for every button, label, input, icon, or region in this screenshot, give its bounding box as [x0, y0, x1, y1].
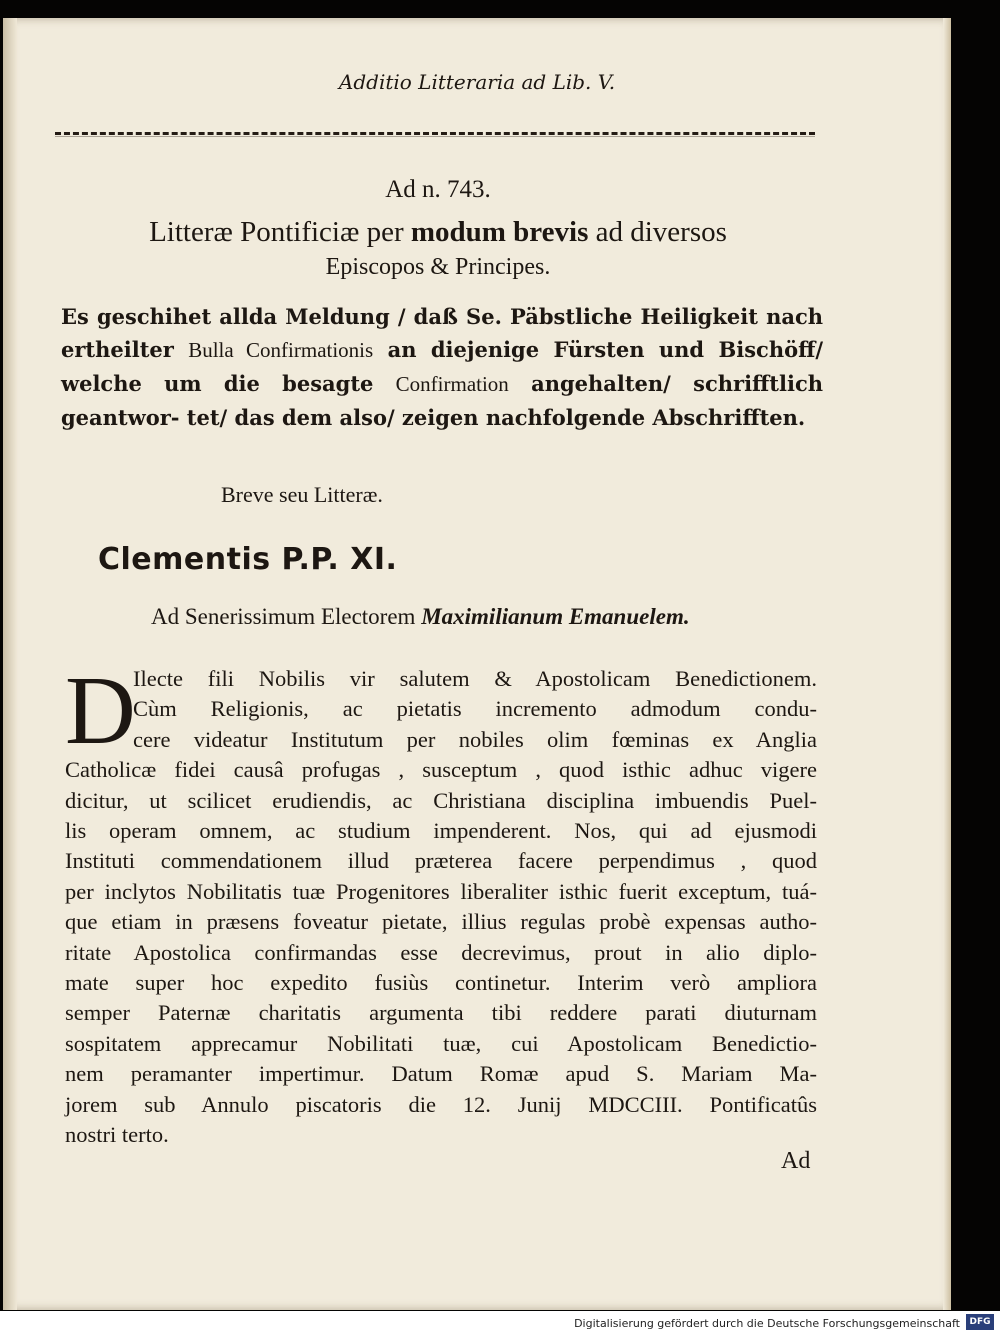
dfg-logo: DFG — [966, 1314, 994, 1330]
german-seg-1: Es geschihet allda Meldung / daß Se. Päbstliche Heiligkeit nach ertheilter — [61, 304, 823, 362]
german-paragraph — [61, 300, 823, 434]
german-seg-2: an diejenige Fürsten und Bischöff/ welche um die besagte — [61, 337, 824, 396]
heading-part-1: Litteræ Pontificiæ per — [149, 216, 411, 248]
section-number: Ad n. 743. — [385, 176, 491, 203]
heading-part-3: ad diversos — [588, 216, 727, 248]
drop-cap: D — [65, 657, 136, 765]
breve-title: Breve seu Litteræ. — [221, 482, 383, 507]
letter-body — [65, 657, 817, 1151]
body-line: mate super hoc expedito fusiùs continetur. Interim verò ampliora — [65, 970, 817, 996]
body-line: Catholicæ fidei causâ profugas , susceptum , quod isthic adhuc vigere — [65, 757, 817, 783]
body-line: per inclytos Nobilitatis tuæ Progenitores liberaliter isthic fuerit exceptum, tuá- — [65, 878, 817, 904]
footer-credit: Digitalisierung gefördert durch die Deutsche Forschungsgemeinschaft — [574, 1317, 960, 1330]
addressee-prefix: Ad Senerissimum Electorem — [151, 604, 422, 629]
body-line: nostri terto. — [65, 1122, 169, 1148]
header-rule-shadow — [55, 136, 815, 137]
heading-part-2: modum brevis — [410, 216, 589, 248]
heading-line-1 — [33, 214, 843, 250]
addressee — [151, 604, 690, 630]
body-line: ritate Apostolica confirmandas esse decrevimus, prout in alio diplo- — [65, 939, 817, 965]
body-line: Cùm Religionis, ac pietatis incremento admodum condu- — [133, 696, 817, 722]
body-line: que etiam in præsens foveatur pietate, illius regulas probè expensas autho- — [65, 909, 817, 935]
body-line: cere videatur Institutum per nobiles olim fœminas ex Anglia — [133, 726, 817, 752]
german-latin-1: Bulla Confirmationis — [188, 338, 374, 362]
body-line: nem peramanter impertimur. Datum Romæ apud S. Mariam Ma- — [65, 1061, 817, 1087]
body-line: Ilecte fili Nobilis vir salutem & Apostolicam Benedictionem. — [133, 666, 817, 691]
body-line: dicitur, ut scilicet erudiendis, ac Christiana disciplina imbuendis Puel- — [65, 787, 817, 813]
german-seg-3: angehalten/ schrifftlich geantwor- tet/ das dem also/ zeigen nachfolgende Abschrifften. — [61, 371, 823, 430]
catchword: Ad — [781, 1148, 811, 1174]
body-line: jorem sub Annulo piscatoris die 12. Junij MDCCIII. Pontificatûs — [65, 1091, 817, 1117]
footer-bar — [0, 1311, 1000, 1333]
body-line: Instituti commendationem illud præterea facere perpendimus , quod — [65, 848, 817, 874]
heading-line-2: Episcopos & Principes. — [325, 254, 551, 280]
addressee-name: Maximilianum Emanuelem. — [421, 604, 690, 629]
body-line: sospitatem apprecamur Nobilitati tuæ, cui Apostolicam Benedictio- — [65, 1030, 817, 1056]
running-head: Additio Litteraria ad Lib. V. — [338, 70, 616, 94]
book-page — [3, 18, 951, 1310]
german-latin-2: Confirmation — [395, 372, 509, 396]
body-line: semper Paternæ charitatis argumenta tibi reddere parati diuturnam — [65, 1000, 817, 1026]
header-rule — [55, 132, 815, 135]
body-line: lis operam omnem, ac studium impenderent. Nos, qui ad ejusmodi — [65, 818, 817, 844]
clementis-title: Clementis P.P. XI. — [98, 542, 398, 577]
